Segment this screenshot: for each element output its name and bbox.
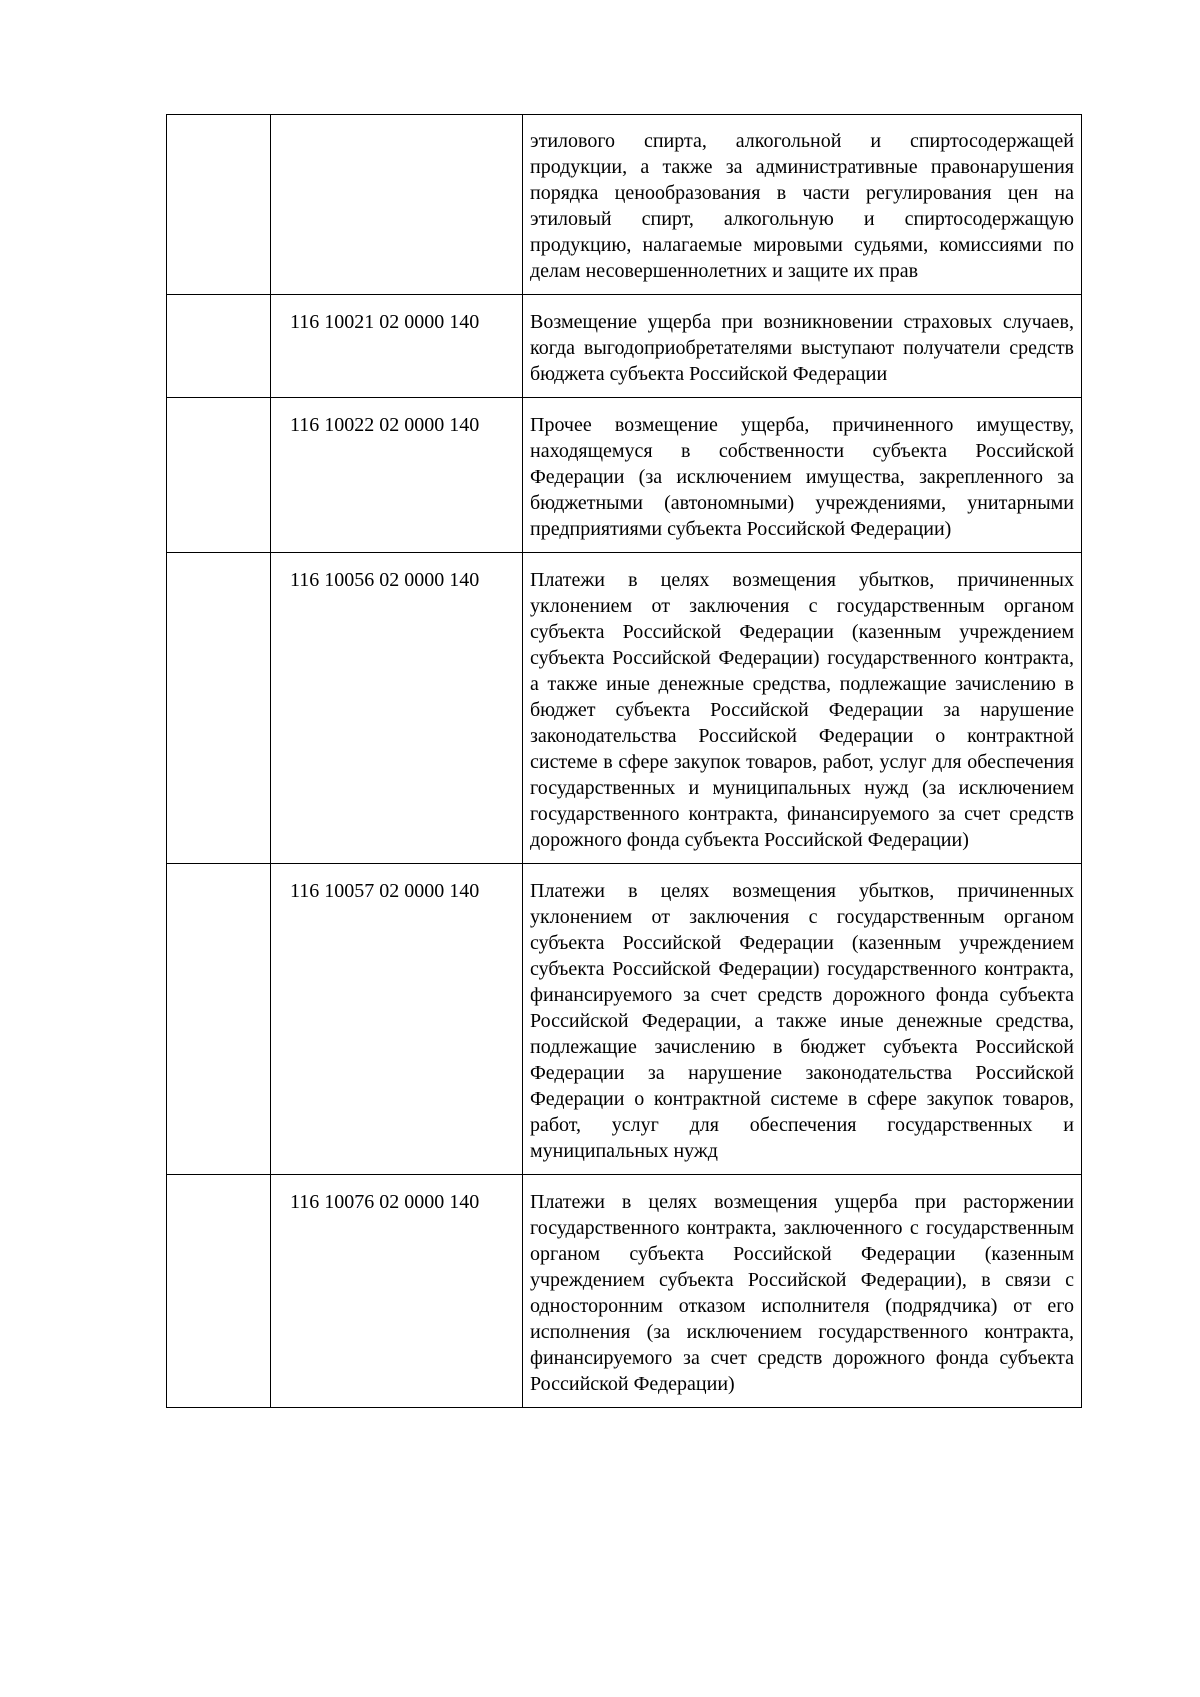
- code-cell: 116 10057 02 0000 140: [271, 864, 523, 1175]
- table-row: [167, 115, 1082, 295]
- blank-cell: [167, 864, 271, 1175]
- description-cell: этилового спирта, алкогольной и спиртосодержащей продукции, а также за административные правонарушения порядка ценообразования в части регулирования цен на этиловый спирт, алкогольную и спиртосодержащую продукцию, налагаемые мировыми судьями, комиссиями по делам несовершеннолетних и защите их прав: [523, 115, 1082, 295]
- blank-cell: [167, 1175, 271, 1408]
- code-cell: 116 10022 02 0000 140: [271, 398, 523, 553]
- table-row: [167, 553, 1082, 864]
- blank-cell: [167, 295, 271, 398]
- table-row: [167, 295, 1082, 398]
- description-cell: Платежи в целях возмещения убытков, причиненных уклонением от заключения с государственным органом субъекта Российской Федерации (казенным учреждением субъекта Российской Федерации) государственного контракта, финансируемого за счет средств дорожного фонда субъекта Российской Федерации, а также иные денежные средства, подлежащие зачислению в бюджет субъекта Российской Федерации за нарушение законодательства Российской Федерации о контрактной системе в сфере закупок товаров, работ, услуг для обеспечения государственных и муниципальных нужд: [523, 864, 1082, 1175]
- code-cell: 116 10076 02 0000 140: [271, 1175, 523, 1408]
- budget-code-table: [166, 114, 1082, 1408]
- description-cell: Платежи в целях возмещения убытков, причиненных уклонением от заключения с государственным органом субъекта Российской Федерации (казенным учреждением субъекта Российской Федерации) государственного контракта, а также иные денежные средства, подлежащие зачислению в бюджет субъекта Российской Федерации за нарушение законодательства Российской Федерации о контрактной системе в сфере закупок товаров, работ, услуг для обеспечения государственных и муниципальных нужд (за исключением государственного контракта, финансируемого за счет средств дорожного фонда субъекта Российской Федерации): [523, 553, 1082, 864]
- table-row: [167, 398, 1082, 553]
- table-row: [167, 864, 1082, 1175]
- code-cell: 116 10021 02 0000 140: [271, 295, 523, 398]
- code-cell: [271, 115, 523, 295]
- blank-cell: [167, 553, 271, 864]
- code-cell: 116 10056 02 0000 140: [271, 553, 523, 864]
- description-cell: Возмещение ущерба при возникновении страховых случаев, когда выгодоприобретателями выступают получатели средств бюджета субъекта Российской Федерации: [523, 295, 1082, 398]
- description-cell: Прочее возмещение ущерба, причиненного имуществу, находящемуся в собственности субъекта Российской Федерации (за исключением имущества, закрепленного за бюджетными (автономными) учреждениями, унитарными предприятиями субъекта Российской Федерации): [523, 398, 1082, 553]
- blank-cell: [167, 115, 271, 295]
- description-cell: Платежи в целях возмещения ущерба при расторжении государственного контракта, заключенного с государственным органом субъекта Российской Федерации (казенным учреждением субъекта Российской Федерации), в связи с односторонним отказом исполнителя (подрядчика) от его исполнения (за исключением государственного контракта, финансируемого за счет средств дорожного фонда субъекта Российской Федерации): [523, 1175, 1082, 1408]
- table-row: [167, 1175, 1082, 1408]
- blank-cell: [167, 398, 271, 553]
